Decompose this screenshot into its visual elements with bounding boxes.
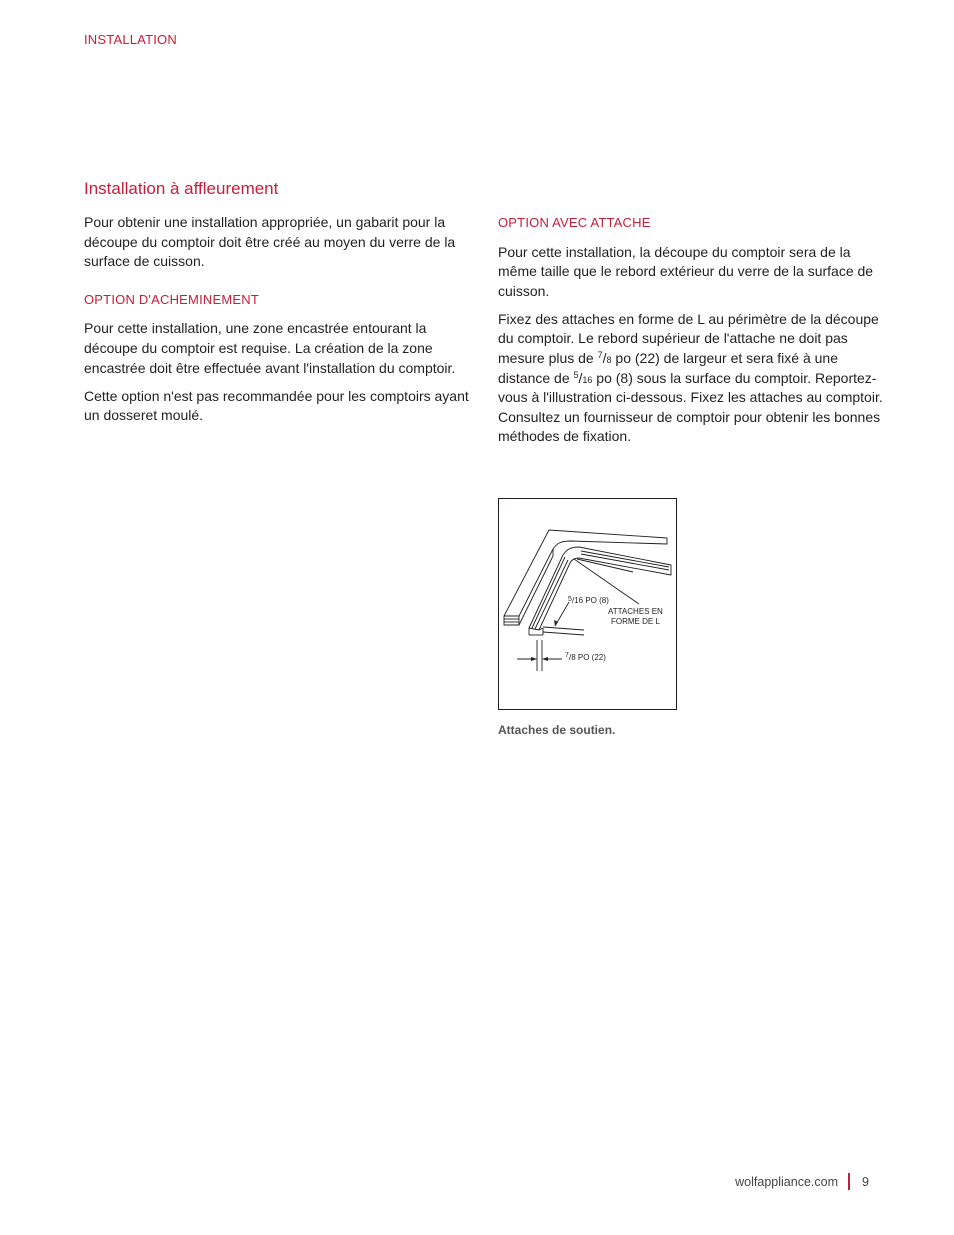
clip-paragraph-1: Pour cette installation, la découpe du comptoir sera de la même taille que le rebord extérieur du verre de la surface de cuisson. <box>498 243 874 299</box>
label-clips-line-2: FORME DE L <box>611 617 660 626</box>
l-clip-diagram <box>499 499 676 709</box>
clip-option-heading: OPTION AVEC ATTACHE <box>498 215 651 230</box>
fraction-8-denominator: 8 <box>606 355 612 366</box>
footer-divider <box>848 1173 850 1190</box>
label-7-8-text: /8 PO (22) <box>569 653 606 662</box>
fraction-7-numerator: 7 <box>597 350 603 361</box>
dimension-arrow-left <box>531 657 537 661</box>
footer-website-link[interactable]: wolfappliance.com <box>735 1175 838 1189</box>
section-title: Installation à affleurement <box>84 179 279 198</box>
label-5-16-numerator: 5 <box>568 596 572 603</box>
clip-text-c: po (8) sous la surface du comptoir. Reportez-vous à l'illustration ci-dessous. Fixez les attaches au comptoir. Consultez un fournisseur de comptoir pour obtenir les bonnes méthodes de fixation. <box>498 369 883 445</box>
header-section-label: INSTALLATION <box>84 32 177 47</box>
clip-text-b: po (22) de largeur et sera fixé à une distance de <box>498 350 838 386</box>
clip-paragraph-2: Fixez des attaches en forme de L au périmètre de la découpe du comptoir. Le rebord supérieur de l'attache ne doit pas mesure plus de $^7$/8 po (22) de largeur et sera fixé à une distance de $^5$/16 po (8) sous la surface du comptoir. Reportez-vous à l'illustration ci-dessous. Fixez les attaches au comptoir. Consultez un fournisseur de comptoir pour obtenir les bonnes méthodes de fixation. <box>498 310 883 445</box>
right-column <box>498 213 883 456</box>
figure-caption: Attaches de soutien. <box>498 723 616 737</box>
fraction-5-numerator: 5 <box>573 369 579 380</box>
support-clips-illustration <box>498 498 677 710</box>
routing-paragraph-1: Pour cette installation, une zone encastrée entourant la découpe du comptoir est requise. La création de la zone encastrée doit être effectuée avant l'installation du comptoir. <box>84 320 456 376</box>
routing-paragraph-2: Cette option n'est pas recommandée pour les comptoirs ayant un dosseret moulé. <box>84 387 469 424</box>
page-number: 9 <box>862 1175 869 1189</box>
fraction-16-denominator: 16 <box>582 374 593 385</box>
intro-paragraph: Pour obtenir une installation appropriée, un gabarit pour la découpe du comptoir doit être créé au moyen du verre de la surface de cuisson. <box>84 214 456 270</box>
clip-text-a: Fixez des attaches en forme de L au périmètre de la découpe du comptoir. Le rebord supérieur de l'attache ne doit pas mesure plus de <box>498 310 879 367</box>
label-7-8-numerator: 7 <box>565 652 569 659</box>
countertop-front-edge <box>504 616 519 625</box>
label-clips-line-1: ATTACHES EN <box>608 607 663 616</box>
label-5-16-text: /16 PO (8) <box>572 596 609 605</box>
dimension-arrow-right <box>542 657 548 661</box>
routing-option-heading: OPTION D'ACHEMINEMENT <box>84 291 259 307</box>
left-column <box>84 213 469 434</box>
